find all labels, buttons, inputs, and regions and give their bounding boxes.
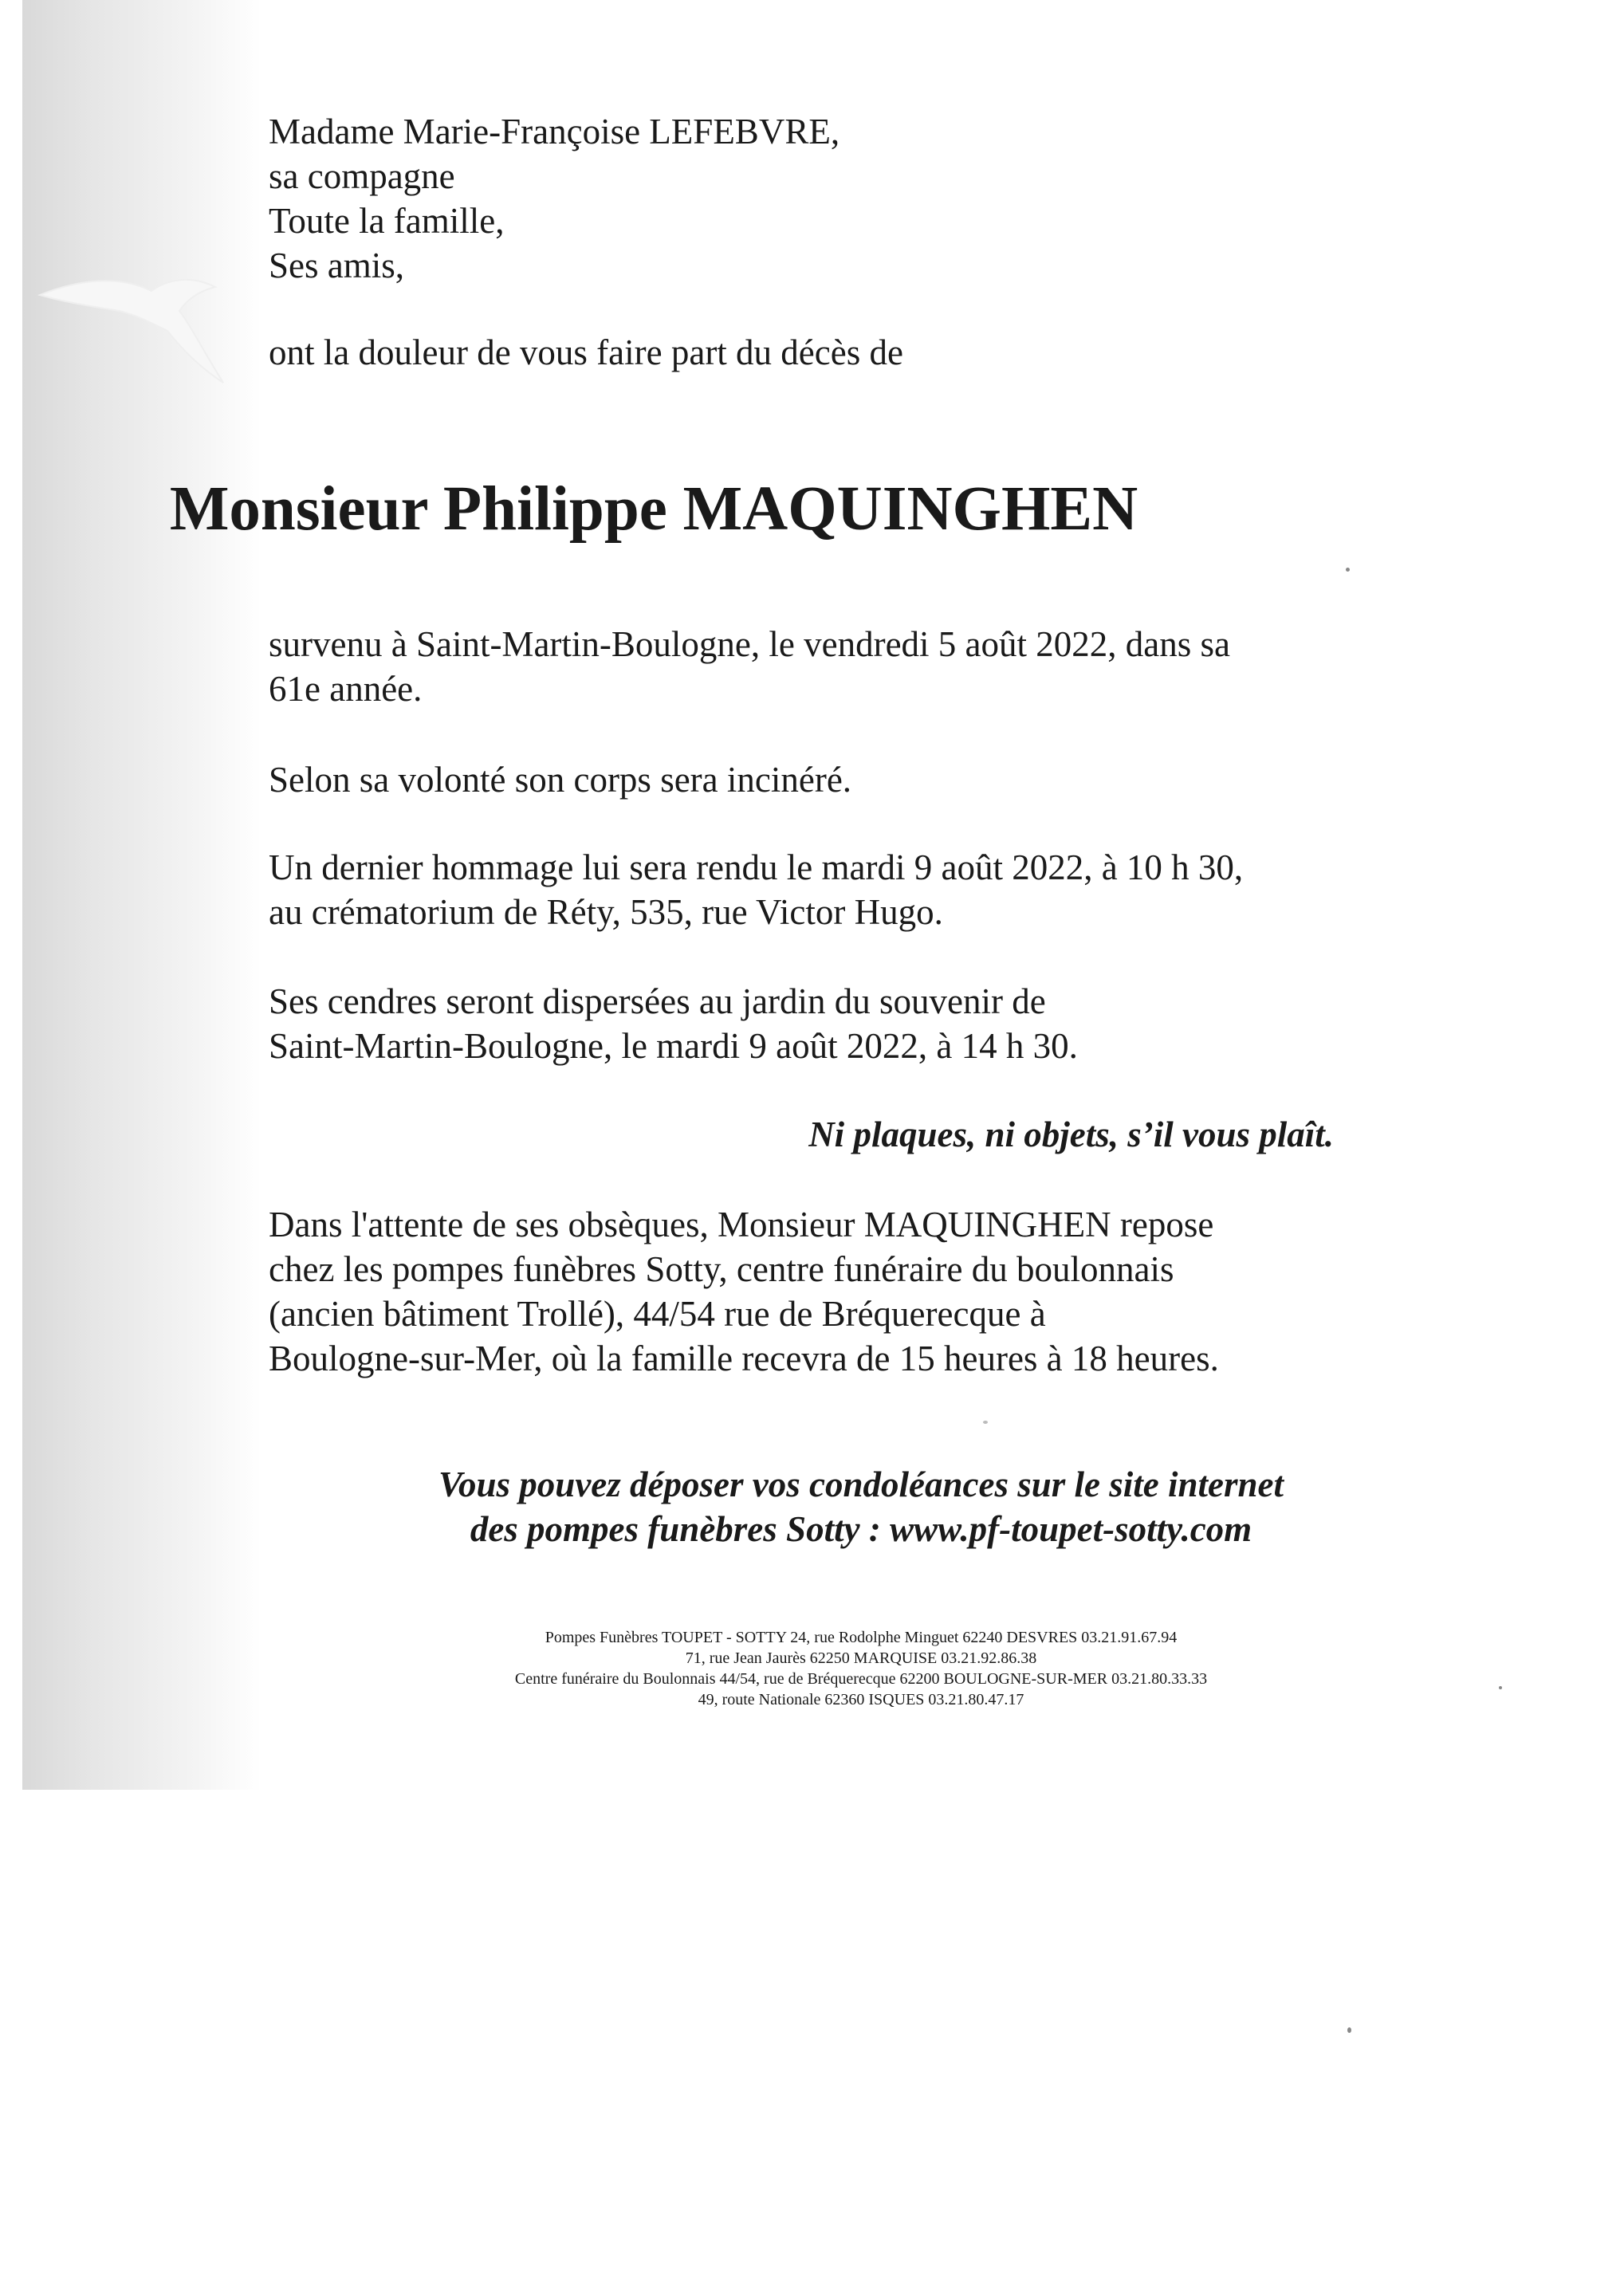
footer-line-2: 71, rue Jean Jaurès 62250 MARQUISE 03.21.92.86.38 xyxy=(685,1649,1037,1667)
footer-line-4: 49, route Nationale 62360 ISQUES 03.21.80.47.17 xyxy=(698,1691,1024,1708)
deceased-name-text: Monsieur Philippe MAQUINGHEN xyxy=(169,474,1138,544)
death-line-2: 61e année. xyxy=(269,669,423,709)
announcer-line-3: Toute la famille, xyxy=(269,201,505,241)
scan-speck xyxy=(1347,2027,1351,2033)
tribute-line-2: au crématorium de Réty, 535, rue Victor Hugo. xyxy=(269,892,943,932)
deceased-name xyxy=(0,474,1307,545)
announcer-line-1: Madame Marie-Françoise LEFEBVRE, xyxy=(269,112,840,151)
ashes-line-2: Saint-Martin-Boulogne, le mardi 9 août 2022, à 14 h 30. xyxy=(269,1026,1078,1066)
scan-speck xyxy=(983,1421,988,1424)
seagull-icon xyxy=(32,231,239,391)
condolences-line-2: des pompes funèbres Sotty : www.pf-toupet-sotty.com xyxy=(470,1509,1252,1549)
no-flowers-note: Ni plaques, ni objets, s’il vous plaît. xyxy=(808,1115,1334,1154)
announcer-line-2: sa compagne xyxy=(269,156,455,196)
cremation-text: Selon sa volonté son corps sera incinéré. xyxy=(269,760,852,800)
condolences-line-1: Vous pouvez déposer vos condoléances sur le site internet xyxy=(438,1464,1284,1504)
scan-speck xyxy=(1346,568,1350,572)
repose-line-1: Dans l'attente de ses obsèques, Monsieur MAQUINGHEN repose xyxy=(269,1205,1214,1244)
tribute-line-1: Un dernier hommage lui sera rendu le mardi 9 août 2022, à 10 h 30, xyxy=(269,847,1244,887)
death-line-1: survenu à Saint-Martin-Boulogne, le vendredi 5 août 2022, dans sa xyxy=(269,624,1230,664)
footer-line-3: Centre funéraire du Boulonnais 44/54, rue de Bréquerecque 62200 BOULOGNE-SUR-MER 03.21.80.33.33 xyxy=(514,1670,1208,1688)
announcer-line-4: Ses amis, xyxy=(269,246,405,285)
repose-line-2: chez les pompes funèbres Sotty, centre funéraire du boulonnais xyxy=(269,1249,1174,1289)
repose-line-3: (ancien bâtiment Trollé), 44/54 rue de Bréquerecque à xyxy=(269,1294,1046,1334)
repose-line-4: Boulogne-sur-Mer, où la famille recevra de 15 heures à 18 heures. xyxy=(269,1339,1219,1378)
scan-speck xyxy=(1499,1686,1502,1689)
footer-line-1: Pompes Funèbres TOUPET - SOTTY 24, rue Rodolphe Minguet 62240 DESVRES 03.21.91.67.94 xyxy=(545,1629,1178,1646)
intro-text: ont la douleur de vous faire part du décès de xyxy=(269,332,903,372)
ashes-line-1: Ses cendres seront dispersées au jardin du souvenir de xyxy=(269,981,1046,1021)
